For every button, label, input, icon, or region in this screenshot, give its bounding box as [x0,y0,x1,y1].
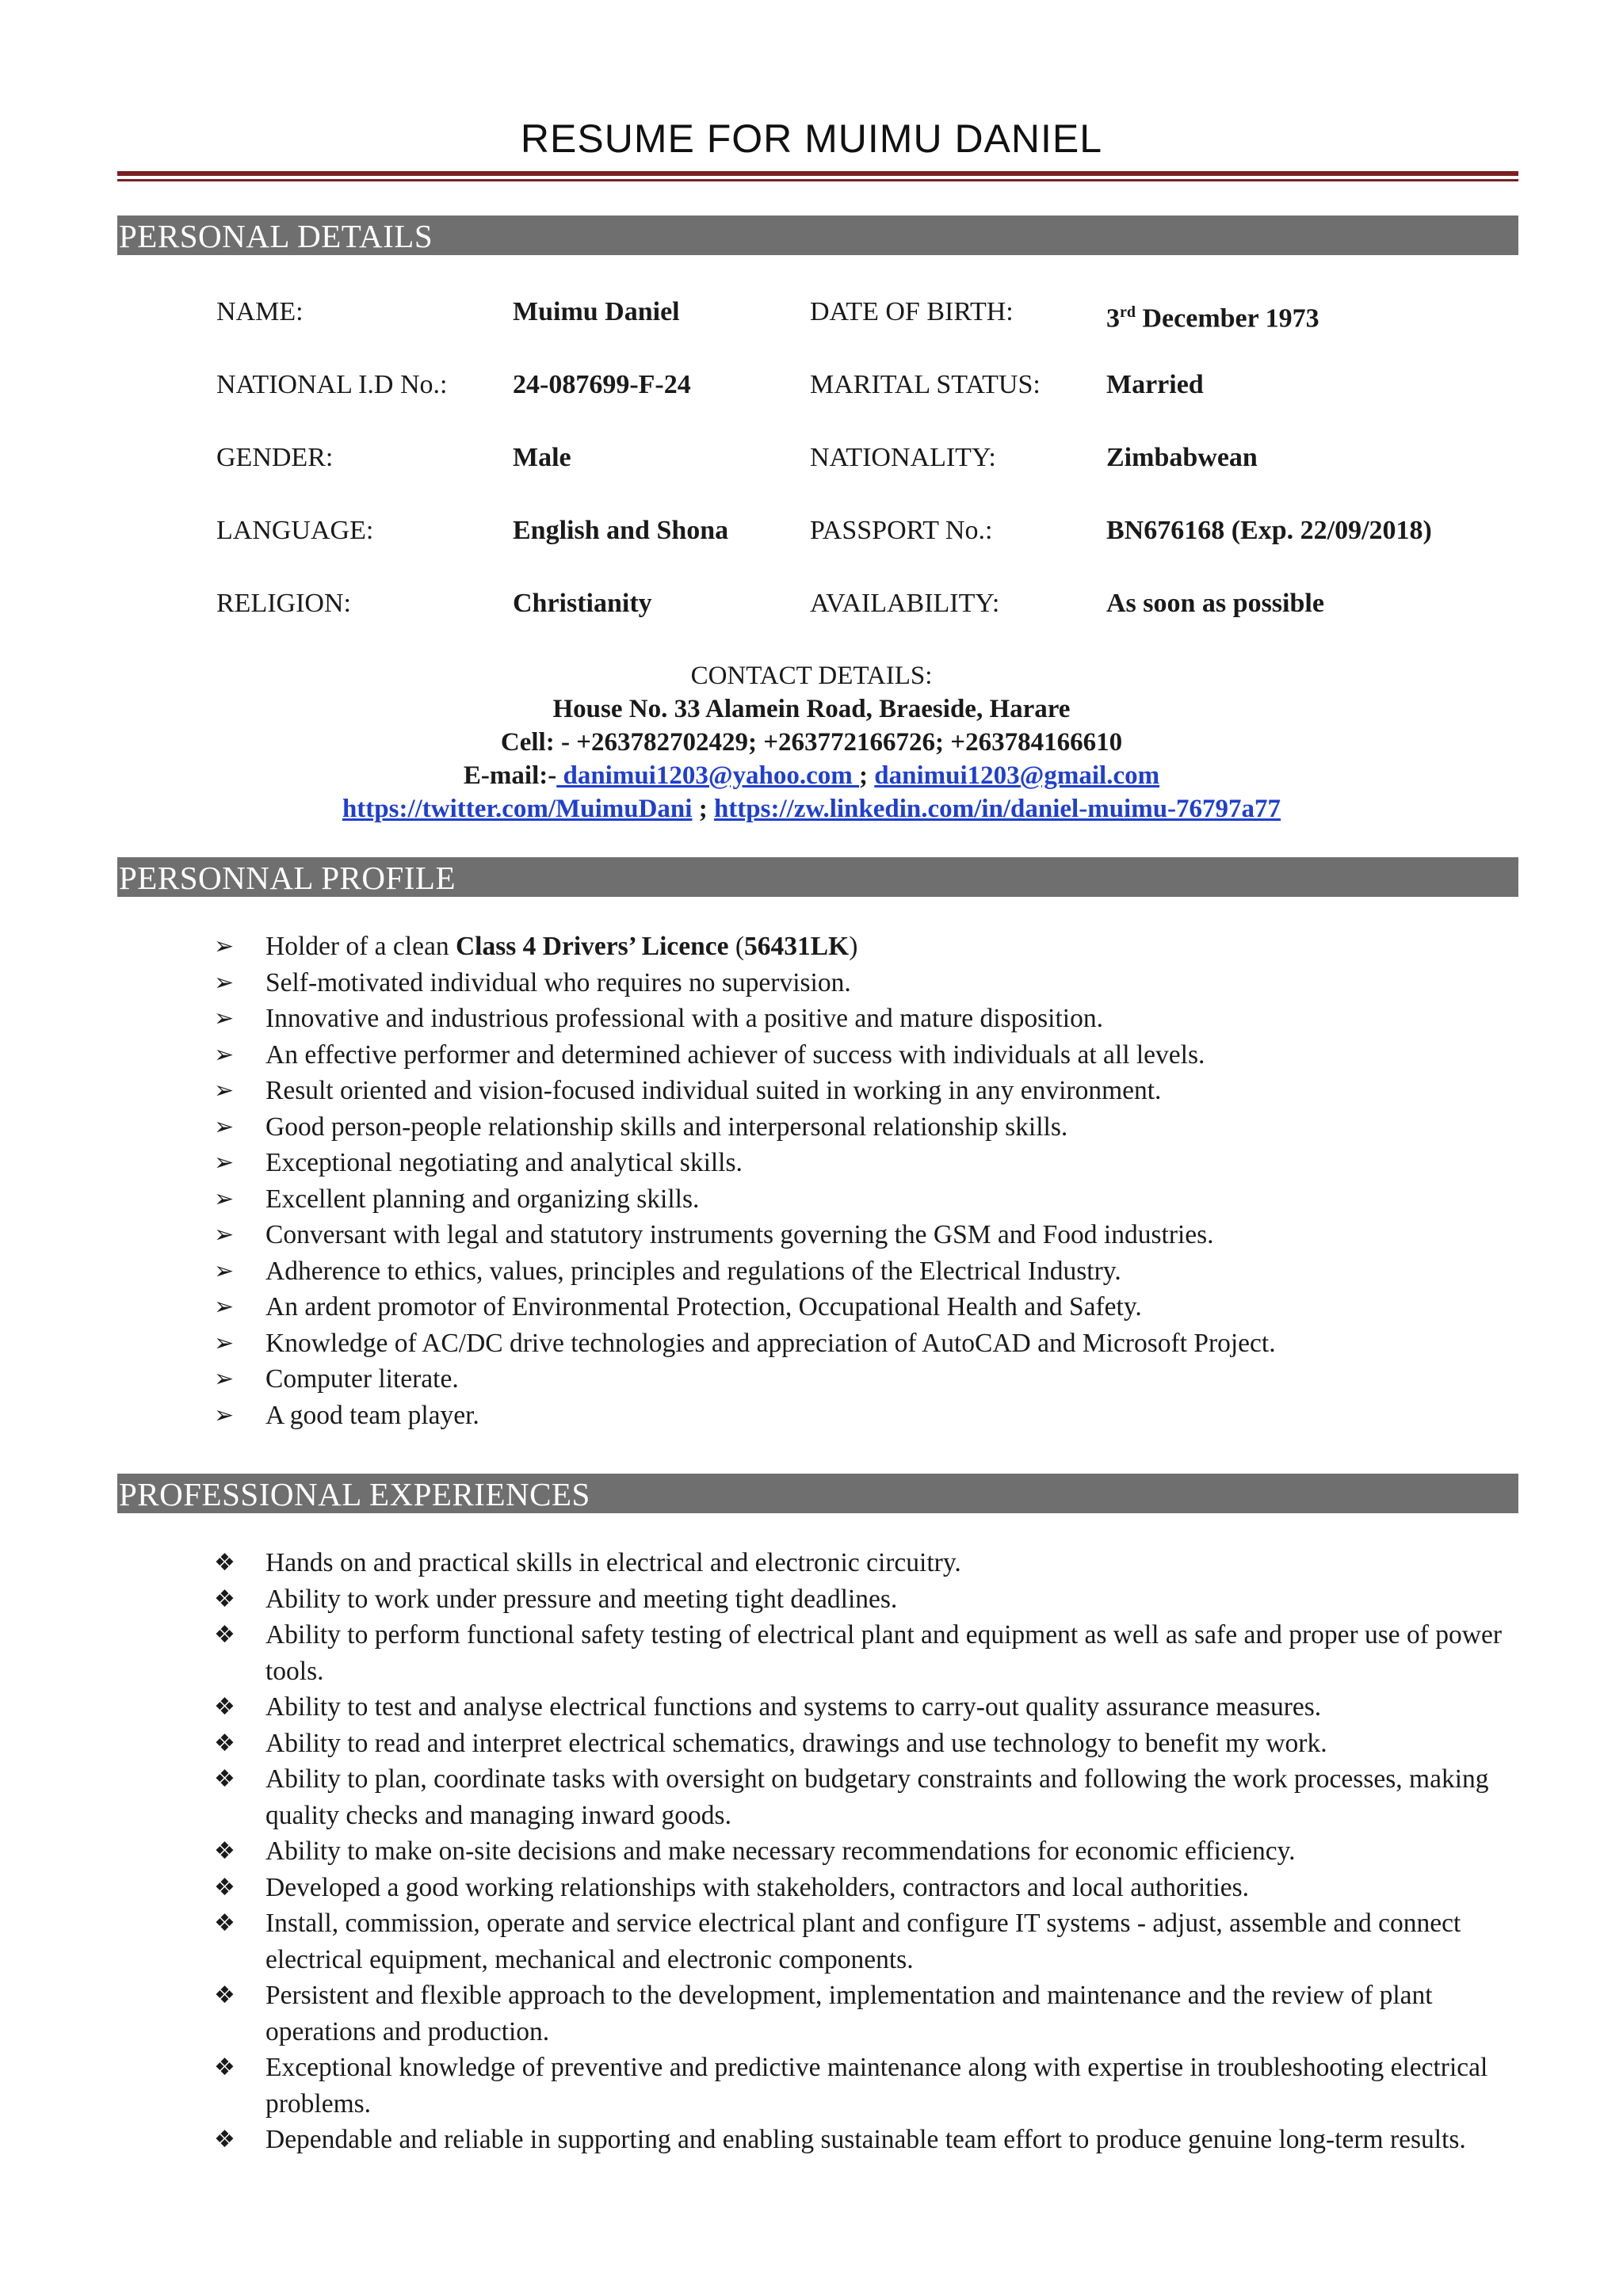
contact-social [0,792,1623,826]
contact-heading: CONTACT DETAILS: [690,662,933,690]
diamond-bullet-icon: ❖ [214,2054,235,2081]
list-item: ➢ Conversant with legal and statutory instruments governing the GSM and Food industries. [214,1217,1522,1253]
list-item: ➢ Excellent planning and organizing skills. [214,1181,1522,1218]
list-item: ➢ Holder of a clean Class 4 Drivers’ Licence (56431LK) [214,929,1522,965]
email-separator: ; [859,761,875,790]
arrow-bullet-icon: ➢ [214,1184,235,1213]
list-item: ➢ Exceptional negotiating and analytical skills. [214,1145,1522,1181]
arrow-bullet-icon: ➢ [214,1293,235,1321]
marital-status-value: Married [1106,370,1204,399]
diamond-bullet-icon: ❖ [214,2126,235,2153]
list-item: ❖ Exceptional knowledge of preventive and predictive maintenance along with expertise in troubleshooting electrical problems. [214,2050,1522,2122]
dob-label: DATE OF BIRTH: [810,297,1014,326]
list-item: ❖ Persistent and flexible approach to the development, implementation and maintenance and the review of plant operations and production. [214,1978,1522,2050]
passport-label: PASSPORT No.: [810,516,993,545]
title-rule-thick [117,171,1518,176]
gender-value: Male [513,443,571,472]
diamond-bullet-icon: ❖ [214,1549,235,1577]
arrow-bullet-icon: ➢ [214,1257,235,1285]
email-link-gmail[interactable]: danimui1203@gmail.com [874,761,1160,790]
section-header-professional-experiences: PROFESSIONAL EXPERIENCES [117,1474,1518,1513]
list-item: ❖ Install, commission, operate and service electrical plant and configure IT systems - adjust, assemble and connect electrical equipment, mechanical and electronic components. [214,1905,1522,1978]
experience-list [214,1545,1522,2158]
email-label: E-mail:- [463,761,557,790]
name-value: Muimu Daniel [513,297,680,326]
availability-value: As soon as possible [1106,589,1324,618]
diamond-bullet-icon: ❖ [214,1909,235,1937]
arrow-bullet-icon: ➢ [214,1221,235,1249]
email-link-yahoo[interactable]: danimui1203@yahoo.com [556,761,860,790]
list-item: ➢ Good person-people relationship skills and interpersonal relationship skills. [214,1109,1522,1146]
social-separator: ; [692,795,714,823]
religion-value: Christianity [513,589,652,618]
dob-ordinal: rd [1120,303,1136,321]
gender-label: GENDER: [216,443,334,472]
diamond-bullet-icon: ❖ [214,1585,235,1613]
list-item: ❖ Ability to test and analyse electrical functions and systems to carry-out quality assurance measures. [214,1689,1522,1726]
list-item: ➢ Result oriented and vision-focused individual suited in working in any environment. [214,1073,1522,1109]
arrow-bullet-icon: ➢ [214,933,235,960]
list-item: ❖ Ability to plan, coordinate tasks with oversight on budgetary constraints and following the work processes, making quality checks and managing inward goods. [214,1761,1522,1833]
twitter-link[interactable]: https://twitter.com/MuimuDani [342,795,693,823]
diamond-bullet-icon: ❖ [214,1837,235,1865]
list-item: ❖ Ability to make on-site decisions and make necessary recommendations for economic efficiency. [214,1833,1522,1870]
list-item: ❖ Dependable and reliable in supporting and enabling sustainable team effort to produce genuine long-term results. [214,2122,1522,2158]
arrow-bullet-icon: ➢ [214,1112,235,1141]
arrow-bullet-icon: ➢ [214,1005,235,1032]
arrow-bullet-icon: ➢ [214,1401,235,1429]
diamond-bullet-icon: ❖ [214,1765,235,1793]
contact-email [0,759,1623,792]
address-text: House No. 33 Alamein Road, Braeside, Harare [552,695,1071,723]
cell-text: Cell: - +263782702429; +263772166726; +263784166610 [500,728,1123,757]
list-item: ❖ Ability to work under pressure and meeting tight deadlines. [214,1581,1522,1618]
national-id-value: 24-087699-F-24 [513,370,691,399]
arrow-bullet-icon: ➢ [214,1365,235,1393]
list-item: ❖ Hands on and practical skills in electrical and electronic circuitry. [214,1545,1522,1581]
arrow-bullet-icon: ➢ [214,1149,235,1177]
arrow-bullet-icon: ➢ [214,1040,235,1069]
diamond-bullet-icon: ❖ [214,1729,235,1757]
religion-label: RELIGION: [216,589,351,618]
page-title: RESUME FOR MUIMU DANIEL [520,116,1103,161]
list-item: ➢ A good team player. [214,1398,1522,1434]
dob-day: 3 [1106,303,1120,334]
list-item: ➢ Self-motivated individual who requires no supervision. [214,965,1522,1001]
diamond-bullet-icon: ❖ [214,1693,235,1721]
section-header-personal-details: PERSONAL DETAILS [117,215,1518,255]
arrow-bullet-icon: ➢ [214,968,235,997]
list-item: ➢ An ardent promotor of Environmental Protection, Occupational Health and Safety. [214,1289,1522,1325]
list-item: ➢ Computer literate. [214,1361,1522,1398]
section-header-personal-profile: PERSONNAL PROFILE [117,857,1518,897]
arrow-bullet-icon: ➢ [214,1077,235,1104]
list-item: ❖ Ability to perform functional safety testing of electrical plant and equipment as well as safe and proper use of power tools. [214,1617,1522,1689]
linkedin-link[interactable]: https://zw.linkedin.com/in/daniel-muimu-76797a77 [713,795,1281,823]
list-item: ❖ Developed a good working relationships with stakeholders, contractors and local authorities. [214,1870,1522,1906]
dob-value [1106,296,1319,334]
diamond-bullet-icon: ❖ [214,1621,235,1649]
contact-cell [0,726,1623,759]
title-rule-thin [117,179,1518,181]
marital-status-label: MARITAL STATUS: [810,370,1041,399]
list-item: ➢ Knowledge of AC/DC drive technologies and appreciation of AutoCAD and Microsoft Project. [214,1325,1522,1362]
diamond-bullet-icon: ❖ [214,1873,235,1901]
list-item: ➢ Adherence to ethics, values, principles and regulations of the Electrical Industry. [214,1253,1522,1290]
list-item: ➢ Innovative and industrious professional with a positive and mature disposition. [214,1001,1522,1037]
availability-label: AVAILABILITY: [810,589,1000,618]
list-item: ➢ An effective performer and determined achiever of success with individuals at all levels. [214,1037,1522,1074]
passport-value: BN676168 (Exp. 22/09/2018) [1106,516,1432,545]
language-value: English and Shona [513,516,729,545]
list-item: ❖ Ability to read and interpret electrical schematics, drawings and use technology to benefit my work. [214,1726,1522,1762]
nationality-label: NATIONALITY: [810,443,996,472]
profile-list [214,929,1522,1433]
contact-address [0,692,1623,726]
language-label: LANGUAGE: [216,516,374,545]
dob-month-year: December 1973 [1136,303,1319,334]
nationality-value: Zimbabwean [1106,443,1258,472]
name-label: NAME: [216,297,304,326]
national-id-label: NATIONAL I.D No.: [216,370,448,399]
diamond-bullet-icon: ❖ [214,1981,235,2009]
arrow-bullet-icon: ➢ [214,1329,235,1357]
